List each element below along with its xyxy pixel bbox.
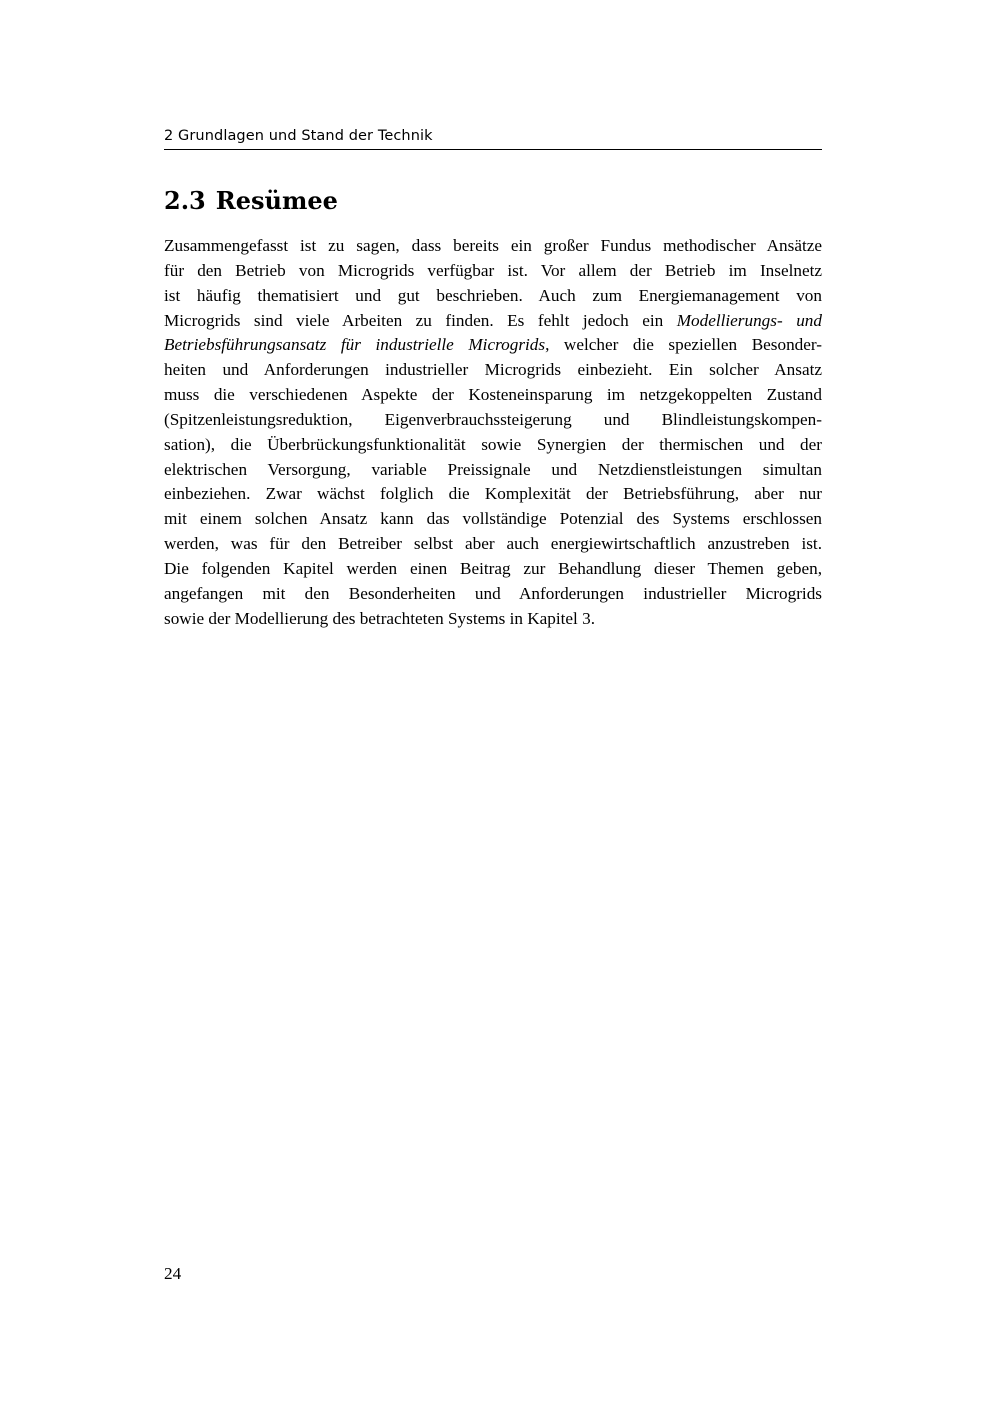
section-title: Resümee xyxy=(215,186,338,215)
paragraph-line xyxy=(164,482,822,507)
section-number: 2.3 xyxy=(164,186,206,215)
text-run: , welcher die speziellen Besonder- xyxy=(545,335,822,355)
paragraph-line xyxy=(164,532,822,557)
paragraph-line xyxy=(164,458,822,483)
header-rule xyxy=(164,149,822,150)
text-run: ist häufig thematisiert und gut beschrieben. Auch zum Energiemanagement von xyxy=(164,285,822,305)
text-run: muss die verschiedenen Aspekte der Kosteneinsparung im netzgekoppelten Zustand xyxy=(164,385,822,405)
paragraph-line xyxy=(164,408,822,433)
paragraph-line xyxy=(164,383,822,408)
text-run: werden, was für den Betreiber selbst aber auch energiewirtschaftlich anzustreben ist. xyxy=(164,534,822,554)
paragraph-line xyxy=(164,358,822,383)
paragraph-line xyxy=(164,309,822,334)
text-run: sowie der Modellierung des betrachteten Systems in Kapitel 3. xyxy=(164,608,596,628)
text-run: heiten und Anforderungen industrieller Microgrids einbezieht. Ein solcher Ansatz xyxy=(164,360,822,380)
paragraph-line xyxy=(164,507,822,532)
paragraph-line xyxy=(164,284,822,309)
paragraph-line xyxy=(164,582,822,607)
emphasis-run: Betriebsführungsansatz für industrielle Microgrids xyxy=(164,335,546,355)
paragraph-line xyxy=(164,433,822,458)
text-run: Zusammengefasst ist zu sagen, dass bereits ein großer Fundus methodischer Ansätze xyxy=(164,236,822,255)
section-heading xyxy=(164,184,822,218)
paragraph-line xyxy=(164,259,822,284)
body-paragraph xyxy=(164,234,822,632)
text-run: angefangen mit den Besonderheiten und Anforderungen industrieller Microgrids xyxy=(164,583,822,603)
paragraph-line xyxy=(164,234,822,259)
paragraph-line xyxy=(164,557,822,582)
paragraph-line xyxy=(164,607,822,632)
paragraph-line xyxy=(164,333,822,358)
text-run: für den Betrieb von Microgrids verfügbar ist. Vor allem der Betrieb im Inselnetz xyxy=(164,260,822,280)
running-header: 2 Grundlagen und Stand der Technik xyxy=(164,128,433,144)
text-run: mit einem solchen Ansatz kann das vollständige Potenzial des Systems erschlossen xyxy=(164,509,822,529)
text-run: sation), die Überbrückungsfunktionalität sowie Synergien der thermischen und der xyxy=(164,434,822,454)
page-number: 24 xyxy=(164,1264,182,1283)
emphasis-run: Modellierungs- und xyxy=(676,310,822,330)
text-run: (Spitzenleistungsreduktion, Eigenverbrauchssteigerung und Blindleistungskompen- xyxy=(164,409,822,429)
text-run: Die folgenden Kapitel werden einen Beitrag zur Behandlung dieser Themen geben, xyxy=(164,558,822,578)
text-run: Microgrids sind viele Arbeiten zu finden. Es fehlt jedoch ein xyxy=(164,310,677,330)
text-run: einbeziehen. Zwar wächst folglich die Komplexität der Betriebsführung, aber nur xyxy=(164,484,822,504)
text-run: elektrischen Versorgung, variable Preissignale und Netzdienstleistungen simultan xyxy=(164,459,822,479)
